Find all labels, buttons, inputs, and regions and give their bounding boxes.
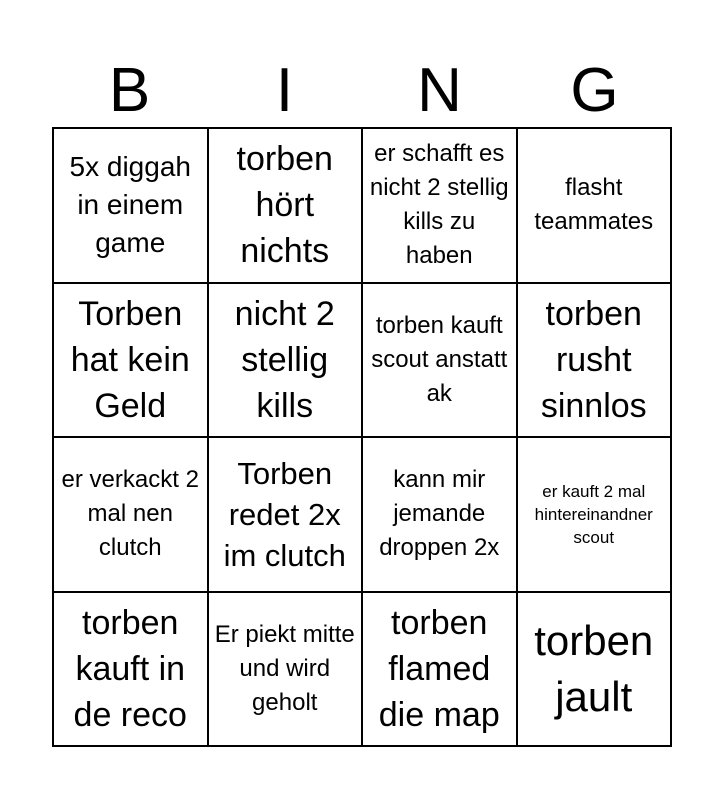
bingo-cell-text: torben kauft scout anstatt ak bbox=[371, 311, 508, 407]
bingo-cell[interactable] bbox=[53, 283, 208, 438]
bingo-cell[interactable] bbox=[362, 592, 517, 747]
bingo-cell-text: torben flamed die map bbox=[378, 603, 500, 734]
bingo-cell[interactable] bbox=[53, 128, 208, 283]
bingo-cell[interactable] bbox=[208, 592, 363, 747]
bingo-header bbox=[52, 55, 672, 127]
bingo-cell[interactable] bbox=[208, 437, 363, 592]
header-letter-i: I bbox=[275, 56, 294, 125]
bingo-cell[interactable] bbox=[362, 283, 517, 438]
bingo-cell[interactable] bbox=[517, 128, 672, 283]
bingo-cell[interactable] bbox=[53, 592, 208, 747]
bingo-cell[interactable] bbox=[208, 128, 363, 283]
bingo-cell-text: kann mir jemande droppen 2x bbox=[379, 466, 500, 562]
header-letter-g: G bbox=[570, 56, 619, 125]
bingo-cell-text: Torben redet 2x im clutch bbox=[223, 455, 346, 573]
bingo-cell[interactable] bbox=[362, 128, 517, 283]
bingo-grid bbox=[52, 127, 672, 747]
header-letter-b: B bbox=[108, 56, 151, 125]
bingo-cell-text: torben rusht sinnlos bbox=[540, 294, 647, 425]
bingo-cell[interactable] bbox=[53, 437, 208, 592]
bingo-cell-text: er verkackt 2 mal nen clutch bbox=[61, 466, 199, 562]
bingo-cell-text: er kauft 2 mal hintereinandner scout bbox=[534, 481, 653, 547]
bingo-cell-text: torben hört nichts bbox=[236, 140, 333, 271]
bingo-cell-text: flasht teammates bbox=[534, 174, 654, 236]
bingo-cell[interactable] bbox=[517, 283, 672, 438]
bingo-cell-text: er schafft es nicht 2 stellig kills zu haben bbox=[369, 140, 509, 270]
bingo-cell[interactable] bbox=[517, 592, 672, 747]
bingo-cell[interactable] bbox=[208, 283, 363, 438]
bingo-cell-text: torben jault bbox=[534, 616, 654, 720]
bingo-cell-text: torben kauft in de reco bbox=[73, 603, 187, 734]
bingo-cell[interactable] bbox=[517, 437, 672, 592]
bingo-cell-text: 5x diggah in einem game bbox=[69, 151, 191, 259]
bingo-cell[interactable] bbox=[362, 437, 517, 592]
header-letter-n: N bbox=[417, 56, 462, 125]
bingo-cell-text: nicht 2 stellig kills bbox=[234, 294, 335, 425]
bingo-cell-text: Torben hat kein Geld bbox=[70, 294, 190, 425]
bingo-cell-text: Er piekt mitte und wird geholt bbox=[214, 620, 355, 716]
